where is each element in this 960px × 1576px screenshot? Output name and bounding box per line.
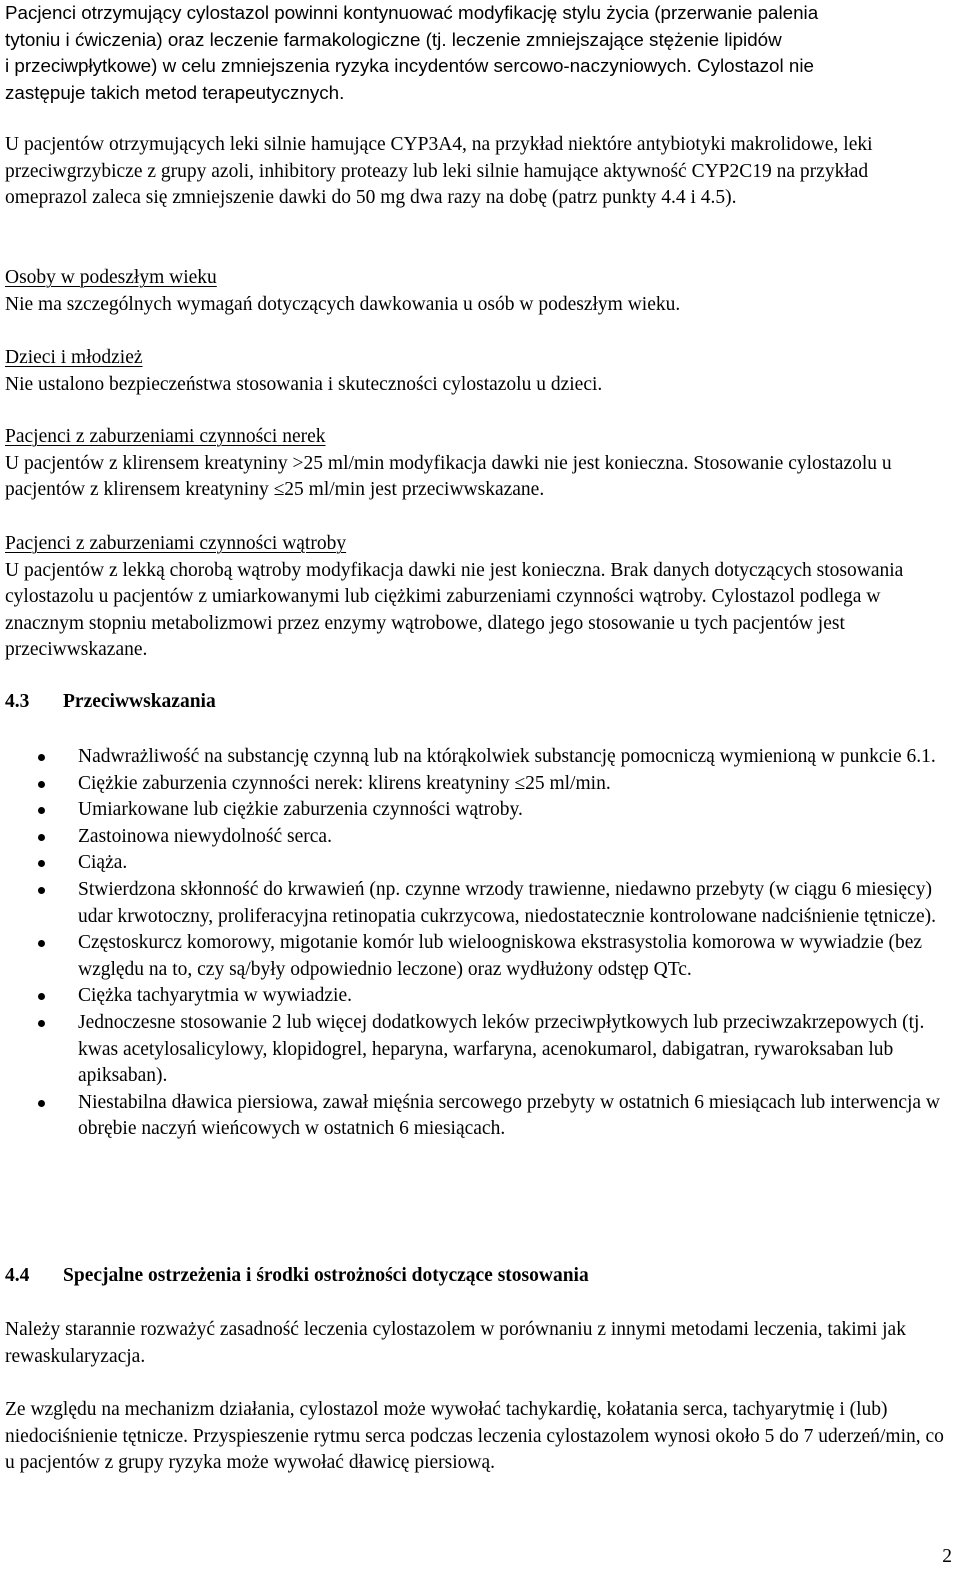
section-title: Przeciwwskazania: [63, 691, 216, 712]
intro-paragraph: [5, 0, 955, 106]
section-4-4-paragraph-2: Ze względu na mechanizm działania, cylostazol może wywołać tachykardię, kołatania serca, tachyarytmię i (lub) niedociśnienie tętnicze. Przyspieszenie rytmu serca podczas leczenia cylostazolem wynosi około 5 do 7 uderzeń/min, co u pacjentów z grupy ryzyka może wywołać dławicę piersiową.: [5, 1399, 944, 1474]
intro-line: tytoniu i ćwiczenia) oraz leczenie farmakologiczne (tj. leczenie zmniejszające stężenie lipidów: [5, 28, 782, 50]
elderly-heading: Osoby w podeszłym wieku: [5, 267, 217, 288]
elderly-section: [5, 265, 955, 318]
contraindications-list: [5, 744, 955, 1143]
section-4-3-heading: [5, 689, 955, 716]
list-item: Zastoinowa niewydolność serca.: [5, 824, 955, 851]
list-item: Niestabilna dławica piersiowa, zawał mięśnia sercowego przebyty w ostatnich 6 miesiącach lub interwencja w obrębie naczyń wieńcowych w ostatnich 6 miesiącach.: [5, 1090, 955, 1143]
intro-line: Pacjenci otrzymujący cylostazol powinni kontynuować modyfikację stylu życia (przerwanie palenia: [5, 2, 819, 23]
section-number: 4.4: [5, 1265, 30, 1286]
children-heading: Dzieci i młodzież: [5, 347, 143, 368]
list-item: Jednoczesne stosowanie 2 lub więcej dodatkowych leków przeciwpłytkowych lub przeciwzakrzepowych (tj. kwas acetylosalicylowy, klopidogrel, heparyna, warfaryna, acenokumarol, dabigatran, rywaroksaban lub apiksaban).: [5, 1010, 955, 1090]
section-title: Specjalne ostrzeżenia i środki ostrożności dotyczące stosowania: [63, 1265, 589, 1286]
page-number: 2: [942, 1546, 952, 1567]
renal-section: [5, 424, 955, 504]
renal-text: U pacjentów z klirensem kreatyniny >25 ml/min modyfikacja dawki nie jest konieczna. Stosowanie cylostazolu u pacjentów z klirensem kreatyniny ≤25 ml/min jest przeciwwskazane.: [5, 452, 892, 501]
section-number: 4.3: [5, 691, 30, 712]
list-item: Umiarkowane lub ciężkie zaburzenia czynności wątroby.: [5, 797, 955, 824]
section-4-4-paragraph-1: Należy starannie rozważyć zasadność leczenia cylostazolem w porównaniu z innymi metodami leczenia, takimi jak rewaskularyzacja.: [5, 1319, 906, 1367]
list-item: Nadwrażliwość na substancję czynną lub na którąkolwiek substancję pomocniczą wymienioną w punkcie 6.1.: [5, 744, 955, 771]
children-text: Nie ustalono bezpieczeństwa stosowania i skuteczności cylostazolu u dzieci.: [5, 373, 603, 395]
hepatic-section: [5, 531, 955, 664]
elderly-text: Nie ma szczególnych wymagań dotyczących dawkowania u osób w podeszłym wieku.: [5, 293, 681, 315]
list-item: Ciężkie zaburzenia czynności nerek: klirens kreatyniny ≤25 ml/min.: [5, 771, 955, 798]
children-section: [5, 345, 955, 398]
list-item: Ciąża.: [5, 850, 955, 877]
intro-line: zastępuje takich metod terapeutycznych.: [5, 81, 345, 103]
section-4-4-heading: [5, 1263, 955, 1290]
hepatic-heading: Pacjenci z zaburzeniami czynności wątroby: [5, 533, 347, 554]
list-item: Ciężka tachyarytmia w wywiadzie.: [5, 983, 955, 1010]
list-item: Stwierdzona skłonność do krwawień (np. czynne wrzody trawienne, niedawno przebyty (w ciągu 6 miesięcy) udar krwotoczny, proliferacyjna retinopatia cukrzycowa, niedostatecznie kontrolowane nadciśnienie tętnicze).: [5, 877, 955, 930]
intro-line: i przeciwpłytkowe) w celu zmniejszenia ryzyka incydentów sercowo-naczyniowych. Cylostazol nie: [5, 55, 814, 77]
list-item: Częstoskurcz komorowy, migotanie komór lub wieloogniskowa ekstrasystolia komorowa w wywiadzie (bez względu na to, czy są/były odpowiednio leczone) oraz wydłużony odstęp QTc.: [5, 930, 955, 983]
cyp-paragraph: U pacjentów otrzymujących leki silnie hamujące CYP3A4, na przykład niektóre antybiotyki makrolidowe, leki przeciwgrzybicze z grupy azoli, inhibitory proteazy lub leki silnie hamujące aktywność CYP2C19 na przykład omeprazol zaleca się zmniejszenie dawki do 50 mg dwa razy na dobę (patrz punkty 4.4 i 4.5).: [5, 134, 873, 209]
renal-heading: Pacjenci z zaburzeniami czynności nerek: [5, 426, 326, 447]
hepatic-text: U pacjentów z lekką chorobą wątroby modyfikacja dawki nie jest konieczna. Brak danych dotyczących stosowania cylostazolu u pacjentów z umiarkowanymi lub ciężkimi zaburzeniami czynności wątroby. Cylostazol podlega w znacznym stopniu metabolizmowi przez enzymy wątrobowe, dlatego jego stosowanie u tych pacjentów jest przeciwwskazane.: [5, 559, 904, 661]
